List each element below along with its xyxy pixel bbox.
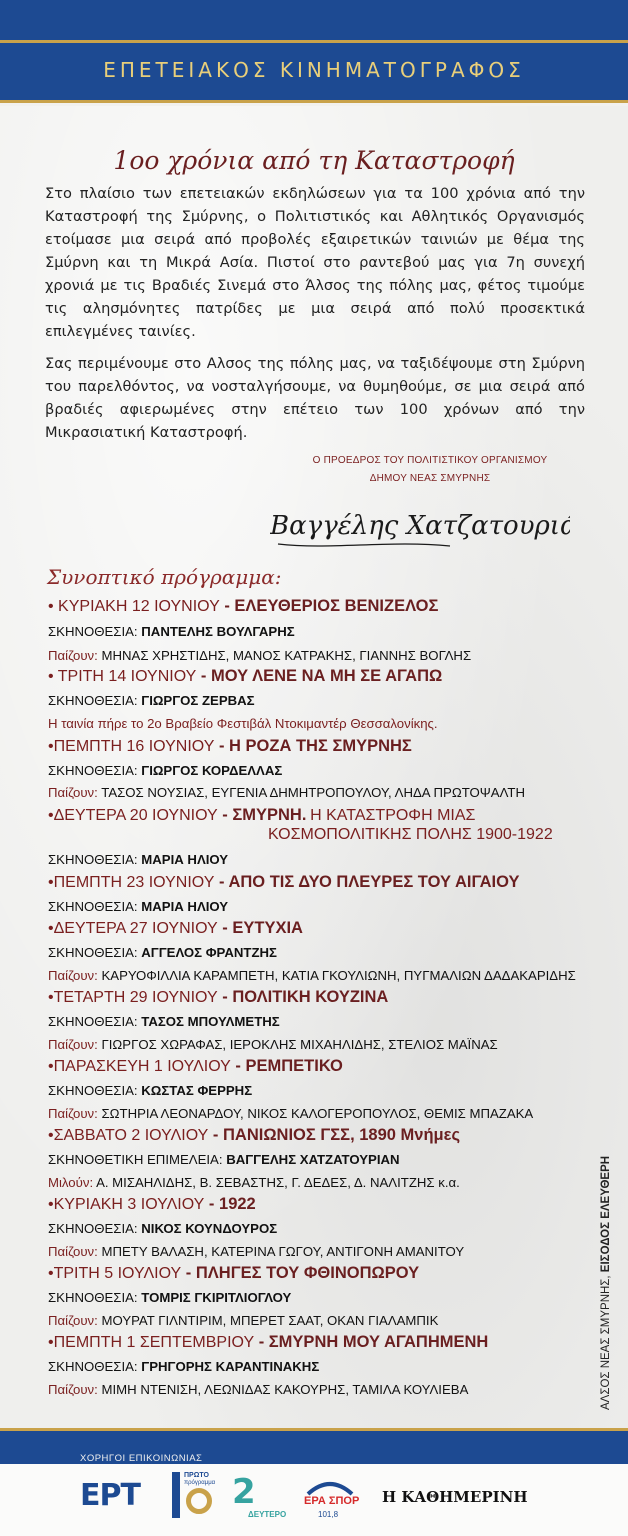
signer-title: Ο ΠΡΟΕΔΡΟΣ ΤΟΥ ΠΟΛΙΤΙΣΤΙΚΟΥ ΟΡΓΑΝΙΣΜΟΥ xyxy=(312,455,548,466)
screening-day: •ΣΑΒΒΑΤΟ 2 ΙΟΥΛΙΟΥ xyxy=(48,1127,209,1144)
screening-director-row: ΣΚΗΝΟΘΕΣΙΑ: ΝΙΚΟΣ ΚΟΥΝΔΟΥΡΟΣ xyxy=(48,1221,278,1236)
page-title: ΕΠΕΤΕΙΑΚΟΣ ΚΙΝΗΜΑΤΟΓΡΑΦΟΣ xyxy=(103,58,525,82)
screening-day: •ΔΕΥΤΕΡΑ 27 ΙΟΥΝΙΟΥ xyxy=(48,920,218,937)
screening-director-row: ΣΚΗΝΟΘΕΣΙΑ: ΑΓΓΕΛΟΣ ΦΡΑΝΤΖΗΣ xyxy=(48,945,277,960)
deftero-programma-logo: 2 ΔΕΥΤΕΡΟ xyxy=(232,1472,287,1519)
screening-cast-row: Παίζουν: ΜΗΝΑΣ ΧΡΗΣΤΙΔΗΣ, ΜΑΝΟΣ ΚΑΤΡΑΚΗΣ, ΓΙΑΝΝΗΣ ΒΟΓΛΗΣ xyxy=(48,648,472,663)
proto-ring xyxy=(186,1488,212,1514)
header-gold-line-bottom xyxy=(0,100,628,103)
screening-note: Η ταινία πήρε το 2ο Βραβείο Φεστιβάλ Ντοκιμαντέρ Θεσσαλονίκης. xyxy=(48,716,438,731)
screening-cast-row: Παίζουν: ΤΑΣΟΣ ΝΟΥΣΙΑΣ, ΕΥΓΕΝΙΑ ΔΗΜΗΤΡΟΠΟΥΛΟΥ, ΛΗΔΑ ΠΡΩΤΟΨΑΛΤΗ xyxy=(48,785,525,800)
sponsors-label: ΧΟΡΗΓΟΙ ΕΠΙΚΟΙΝΩΝΙΑΣ xyxy=(80,1453,203,1464)
screening-film: ΠΛΗΓΕΣ ΤΟΥ ΦΘΙΝΟΠΩΡΟΥ xyxy=(195,1264,420,1282)
screening-title-row: •ΚΥΡΙΑΚΗ 3 ΙΟΥΛΙΟΥ - 1922 xyxy=(48,1195,256,1213)
ert-logo: ΕΡΤ xyxy=(80,1478,140,1513)
era-sport-arc xyxy=(304,1478,356,1496)
screening-director-row: ΣΚΗΝΟΘΕΣΙΑ: ΓΙΩΡΓΟΣ ΖΕΡΒΑΣ xyxy=(48,693,255,708)
screening-cast-row: Παίζουν: ΚΑΡΥΟΦΙΛΛΙΑ ΚΑΡΑΜΠΕΤΗ, ΚΑΤΙΑ ΓΚΟΥΛΙΩΝΗ, ΠΥΓΜΑΛΙΩΝ ΔΑΔΑΚΑΡΙΔΗΣ xyxy=(48,968,576,983)
intro-paragraph-2: Σας περιμένουμε στο Αλσος της πόλης μας, να ταξιδέψουμε στη Σμύρνη του παρελθόντος, να νοσταλγήσουμε, να θυμηθούμε, σε μια σειρά από βραδιές αφιερωμένες στην επέτειο των 100 χρόνων από την Μικρασιατική Καταστροφή. xyxy=(45,355,585,441)
proto-programma-logo: ΠΡΩΤΟ πρόγραμμα xyxy=(172,1472,220,1522)
era-sport-logo: ΕΡΑ ΣΠΟΡ 101,8 xyxy=(304,1478,356,1524)
screening-film: ΕΥΤΥΧΙΑ xyxy=(232,919,303,937)
screening-director-row: ΣΚΗΝΟΘΕΣΙΑ: ΠΑΝΤΕΛΗΣ ΒΟΥΛΓΑΡΗΣ xyxy=(48,624,295,639)
screening-film: 1922 xyxy=(219,1195,256,1213)
screening-title-row: •ΤΡΙΤΗ 5 ΙΟΥΛΙΟΥ - ΠΛΗΓΕΣ ΤΟΥ ΦΘΙΝΟΠΩΡΟΥ xyxy=(48,1264,420,1282)
screening-day: • ΤΡΙΤΗ 14 ΙΟΥΝΙΟΥ xyxy=(48,668,197,685)
screening-title-row: • ΤΡΙΤΗ 14 ΙΟΥΝΙΟΥ - ΜΟΥ ΛΕΝΕ ΝΑ ΜΗ ΣΕ ΑΓΑΠΩ xyxy=(48,667,443,685)
screening-film: ΣΜΥΡΝΗ. xyxy=(232,806,307,824)
header-gold-line xyxy=(0,40,628,43)
screening-day: •ΚΥΡΙΑΚΗ 3 ΙΟΥΛΙΟΥ xyxy=(48,1196,205,1213)
screening-film-line2: ΚΟΣΜΟΠΟΛΙΤΙΚΗΣ ΠΟΛΗΣ 1900-1922 xyxy=(268,826,553,843)
screening-day: •ΠΕΜΠΤΗ 1 ΣΕΠΤΕΜΒΡΙΟΥ xyxy=(48,1334,255,1351)
screening-film: ΠΟΛΙΤΙΚΗ ΚΟΥΖΙΝΑ xyxy=(232,988,389,1006)
intro-paragraph-1: Στο πλαίσιο των επετειακών εκδηλώσεων για τα 100 χρόνια από την Καταστροφή της Σμύρνης, ο Πολιτιστικός και Αθλητικός Οργανισμός ετοίμασε μια σειρά από προβολές εξαιρετικών ταινιών με θέμα της Σμύρνη και τη Μικρά Ασία. Πιστοί στο ραντεβού μας για 7η συνεχή χρονιά με τις Βραδιές Σινεμά στο Άλσος της πόλης μας, φέτος τιμούμε τις αλησμόνητες πατρίδες με μια σειρά από πολύ προσεκτικά επιλεγμένες ταινίες. xyxy=(45,185,585,340)
screening-day: •ΤΡΙΤΗ 5 ΙΟΥΛΙΟΥ xyxy=(48,1265,182,1282)
screening-film: Η ΡΟΖΑ ΤΗΣ ΣΜΥΡΝΗΣ xyxy=(229,737,412,755)
screening-cast-row: Παίζουν: ΜΙΜΗ ΝΤΕΝΙΣΗ, ΛΕΩΝΙΔΑΣ ΚΑΚΟΥΡΗΣ, ΤΑΜΙΛΑ ΚΟΥΛΙΕΒΑ xyxy=(48,1382,469,1397)
screening-day: • ΚΥΡΙΑΚΗ 12 ΙΟΥΝΙΟΥ xyxy=(48,598,220,615)
screening-film: ΠΑΝΙΩΝΙΟΣ ΓΣΣ, 1890 Μνήμες xyxy=(222,1126,461,1144)
headline: 1oo χρόνια από τη Καταστροφή xyxy=(113,146,515,175)
screening-title-row: •ΠΑΡΑΣΚΕΥΗ 1 ΙΟΥΛΙΟΥ - ΡΕΜΠΕΤΙΚΟ xyxy=(48,1057,343,1075)
screening-director-row: ΣΚΗΝΟΘΕΣΙΑ: ΓΙΩΡΓΟΣ ΚΟΡΔΕΛΛΑΣ xyxy=(48,763,283,778)
screening-film: ΕΛΕΥΘΕΡΙΟΣ ΒΕΝΙΖΕΛΟΣ xyxy=(234,597,439,615)
screening-cast-row: Παίζουν: ΣΩΤΗΡΙΑ ΛΕΟΝΑΡΔΟΥ, ΝΙΚΟΣ ΚΑΛΟΓΕΡΟΠΟΥΛΟΣ, ΘΕΜΙΣ ΜΠΑΖΑΚΑ xyxy=(48,1106,534,1121)
screening-title-row: •ΣΑΒΒΑΤΟ 2 ΙΟΥΛΙΟΥ - ΠΑΝΙΩΝΙΟΣ ΓΣΣ, 1890 Μνήμες xyxy=(48,1126,461,1144)
screening-day: •ΠΕΜΠΤΗ 23 ΙΟΥΝΙΟΥ xyxy=(48,874,215,891)
screening-title-row: •ΤΕΤΑΡΤΗ 29 ΙΟΥΝΙΟΥ - ΠΟΛΙΤΙΚΗ ΚΟΥΖΙΝΑ xyxy=(48,988,389,1006)
venue-vertical-text: ΑΛΣΟΣ ΝΕΑΣ ΣΜΥΡΝΗΣ, ΕΙΣΟΔΟΣ ΕΛΕΥΘΕΡΗ xyxy=(600,1155,612,1410)
screening-film: ΑΠΟ ΤΙΣ ΔΥΟ ΠΛΕΥΡΕΣ ΤΟΥ ΑΙΓΑΙΟΥ xyxy=(228,873,520,891)
screening-director-row: ΣΚΗΝΟΘΕΣΙΑ: ΜΑΡΙΑ ΗΛΙΟΥ xyxy=(48,899,229,914)
header-band xyxy=(0,0,628,103)
screening-speakers-row: Μιλούν: Α. ΜΙΣΑΗΛΙΔΗΣ, Β. ΣΕΒΑΣΤΗΣ, Γ. ΔΕΔΕΣ, Δ. ΝΑΛΙΤΖΗΣ κ.α. xyxy=(48,1175,460,1190)
screening-cast-row: Παίζουν: ΓΙΩΡΓΟΣ ΧΩΡΑΦΑΣ, ΙΕΡΟΚΛΗΣ ΜΙΧΑΗΛΙΔΗΣ, ΣΤΕΛΙΟΣ ΜΑΪΝΑΣ xyxy=(48,1037,498,1052)
screening-director-row: ΣΚΗΝΟΘΕΣΙΑ: ΤΟΜΡΙΣ ΓΚΙΡΙΤΛΙΟΓΛΟΥ xyxy=(48,1290,292,1305)
screening-day: •ΤΕΤΑΡΤΗ 29 ΙΟΥΝΙΟΥ xyxy=(48,989,218,1006)
screening-title-row: •ΠΕΜΠΤΗ 16 ΙΟΥΝΙΟΥ - Η ΡΟΖΑ ΤΗΣ ΣΜΥΡΝΗΣ xyxy=(48,737,412,755)
kathimerini-logo: Η ΚΑΘΗΜΕΡΙΝΗ xyxy=(382,1488,528,1506)
screening-title-row: •ΠΕΜΠΤΗ 23 ΙΟΥΝΙΟΥ - ΑΠΟ ΤΙΣ ΔΥΟ ΠΛΕΥΡΕΣ ΤΟΥ ΑΙΓΑΙΟΥ xyxy=(48,873,520,891)
screening-director-row: ΣΚΗΝΟΘΕΣΙΑ: ΜΑΡΙΑ ΗΛΙΟΥ xyxy=(48,852,229,867)
signature xyxy=(270,500,570,565)
screening-title-row: •ΠΕΜΠΤΗ 1 ΣΕΠΤΕΜΒΡΙΟΥ - ΣΜΥΡΝΗ ΜΟΥ ΑΓΑΠΗΜΕΝΗ xyxy=(48,1333,489,1351)
screening-title-row: •ΔΕΥΤΕΡΑ 20 ΙΟΥΝΙΟΥ - ΣΜΥΡΝΗ. Η ΚΑΤΑΣΤΡΟΦΗ ΜΙΑΣ xyxy=(48,806,476,824)
signer-block xyxy=(300,452,560,488)
program-heading: Συνοπτικό πρόγραμμα: xyxy=(47,565,282,589)
screening-cast-row: Παίζουν: ΜΠΕΤΥ ΒΑΛΑΣΗ, ΚΑΤΕΡΙΝΑ ΓΩΓΟΥ, ΑΝΤΙΓΟΝΗ ΑΜΑΝΙΤΟΥ xyxy=(48,1244,465,1259)
screening-curator-row: ΣΚΗΝΟΘΕΤΙΚΗ ΕΠΙΜΕΛΕΙΑ: ΒΑΓΓΕΛΗΣ ΧΑΤΖΑΤΟΥΡΙΑΝ xyxy=(48,1152,400,1167)
screening-day: •ΔΕΥΤΕΡΑ 20 ΙΟΥΝΙΟΥ xyxy=(48,807,218,824)
screening-director-row: ΣΚΗΝΟΘΕΣΙΑ: ΚΩΣΤΑΣ ΦΕΡΡΗΣ xyxy=(48,1083,253,1098)
signature-text: Βαγγέλης Χατζατουριάν xyxy=(270,511,570,541)
signer-org: ΔΗΜΟΥ ΝΕΑΣ ΣΜΥΡΝΗΣ xyxy=(369,473,491,484)
screening-title-row: • ΚΥΡΙΑΚΗ 12 ΙΟΥΝΙΟΥ - ΕΛΕΥΘΕΡΙΟΣ ΒΕΝΙΖΕΛΟΣ xyxy=(48,597,439,615)
proto-bar xyxy=(172,1472,180,1518)
screening-film: ΣΜΥΡΝΗ ΜΟΥ ΑΓΑΠΗΜΕΝΗ xyxy=(268,1333,489,1351)
screening-director-row: ΣΚΗΝΟΘΕΣΙΑ: ΓΡΗΓΟΡΗΣ ΚΑΡΑΝΤΙΝΑΚΗΣ xyxy=(48,1359,320,1374)
screening-day: •ΠΕΜΠΤΗ 16 ΙΟΥΝΙΟΥ xyxy=(48,738,215,755)
signature-graphic xyxy=(270,500,570,560)
footer-gold-line xyxy=(0,1428,628,1431)
screening-film: ΜΟΥ ΛΕΝΕ ΝΑ ΜΗ ΣΕ ΑΓΑΠΩ xyxy=(210,667,443,685)
screening-day: •ΠΑΡΑΣΚΕΥΗ 1 ΙΟΥΛΙΟΥ xyxy=(48,1058,231,1075)
screening-film: ΡΕΜΠΕΤΙΚΟ xyxy=(245,1057,343,1075)
screening-director-row: ΣΚΗΝΟΘΕΣΙΑ: ΤΑΣΟΣ ΜΠΟΥΛΜΕΤΗΣ xyxy=(48,1014,280,1029)
screening-cast-row: Παίζουν: ΜΟΥΡΑΤ ΓΙΛΝΤΙΡΙΜ, ΜΠΕΡΕΤ ΣΑΑΤ, ΟΚΑΝ ΓΙΑΛΑΜΠΙΚ xyxy=(48,1313,439,1328)
screening-title-row: •ΔΕΥΤΕΡΑ 27 ΙΟΥΝΙΟΥ - ΕΥΤΥΧΙΑ xyxy=(48,919,303,937)
